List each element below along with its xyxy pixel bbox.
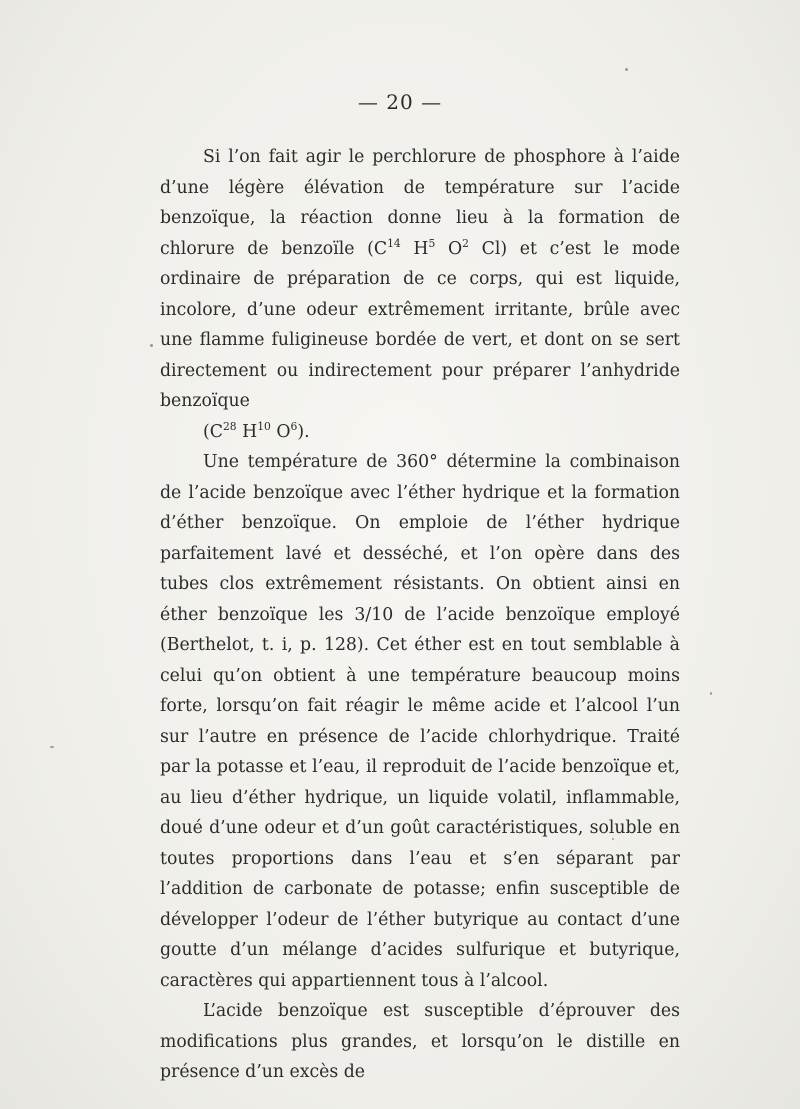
superscript-h: 5 (428, 236, 436, 250)
paper-speck (625, 68, 628, 71)
formula-h: H (236, 421, 258, 442)
body-text (160, 142, 680, 1088)
formula-open: (C (203, 421, 223, 442)
formula-close: ). (297, 421, 310, 442)
paragraph-1-text-b: H (400, 238, 429, 259)
formula-anhydride (160, 417, 680, 448)
paragraph-3: L’acide benzoïque est susceptible d’éprouver des modifications plus grandes, et lorsqu’on le distille en présence d’un excès de (160, 1001, 680, 1082)
paper-speck (710, 692, 712, 695)
paper-speck (612, 838, 614, 840)
page-number: — 20 — (357, 90, 443, 114)
formula-superscript-h: 10 (257, 419, 271, 433)
paper-speck (150, 344, 153, 347)
paragraph-1 (160, 142, 680, 417)
paragraph-2: Une température de 360° détermine la combinaison de l’acide benzoïque avec l’éther hydrique et la formation d’éther benzoïque. On emploie de l’éther hydrique parfaitement lavé et desséché, et l’on opère dans des tubes clos extrêmement résistants. On obtient ainsi en éther benzoïque les 3/10 de l’acide benzoïque employé (Berthelot, t. i, p. 128). Cet éther est en tout semblable à celui qu’on obtient à une température beaucoup moins forte, lorsqu’on fait réagir le même acide et l’alcool l’un sur l’autre en présence de l’acide chlorhydrique. Traité par la potasse et l’eau, il reproduit de l’acide benzoïque et, au lieu d’éther hydrique, un liquide volatil, inflammable, doué d’une odeur et d’un goût caractéristiques, soluble en toutes proportions dans l’eau et s’en séparant par l’addition de carbonate de potasse; enfin susceptible de développer l’odeur de l’éther butyrique au contact d’une goutte d’un mélange d’acides sulfurique et butyrique, caractères qui appartiennent tous à l’alcool. (160, 452, 680, 991)
paper-speck (50, 746, 54, 748)
formula-superscript-c: 28 (222, 419, 237, 433)
superscript-c: 14 (387, 236, 401, 250)
paragraph-1-text-a: Si l’on fait agir le perchlorure de phosphore à l’aide d’une légère élévation de température sur l’acide benzoïque, la réaction donne lieu à la formation de chlorure de benzoïle (C (160, 147, 680, 259)
formula-o: O (270, 421, 291, 442)
paragraph-1-text-c: O (435, 238, 463, 259)
superscript-o: 2 (462, 236, 469, 250)
paragraph-1-text-d: Cl) et c’est le mode ordinaire de préparation de ce corps, qui est liquide, incolore, d’une odeur extrêmement irritante, brûle avec une flamme fuligineuse bordée de vert, et dont on se sert directement ou indirectement pour préparer l’anhydride benzoïque (160, 238, 680, 411)
formula-superscript-o: 6 (290, 419, 298, 433)
